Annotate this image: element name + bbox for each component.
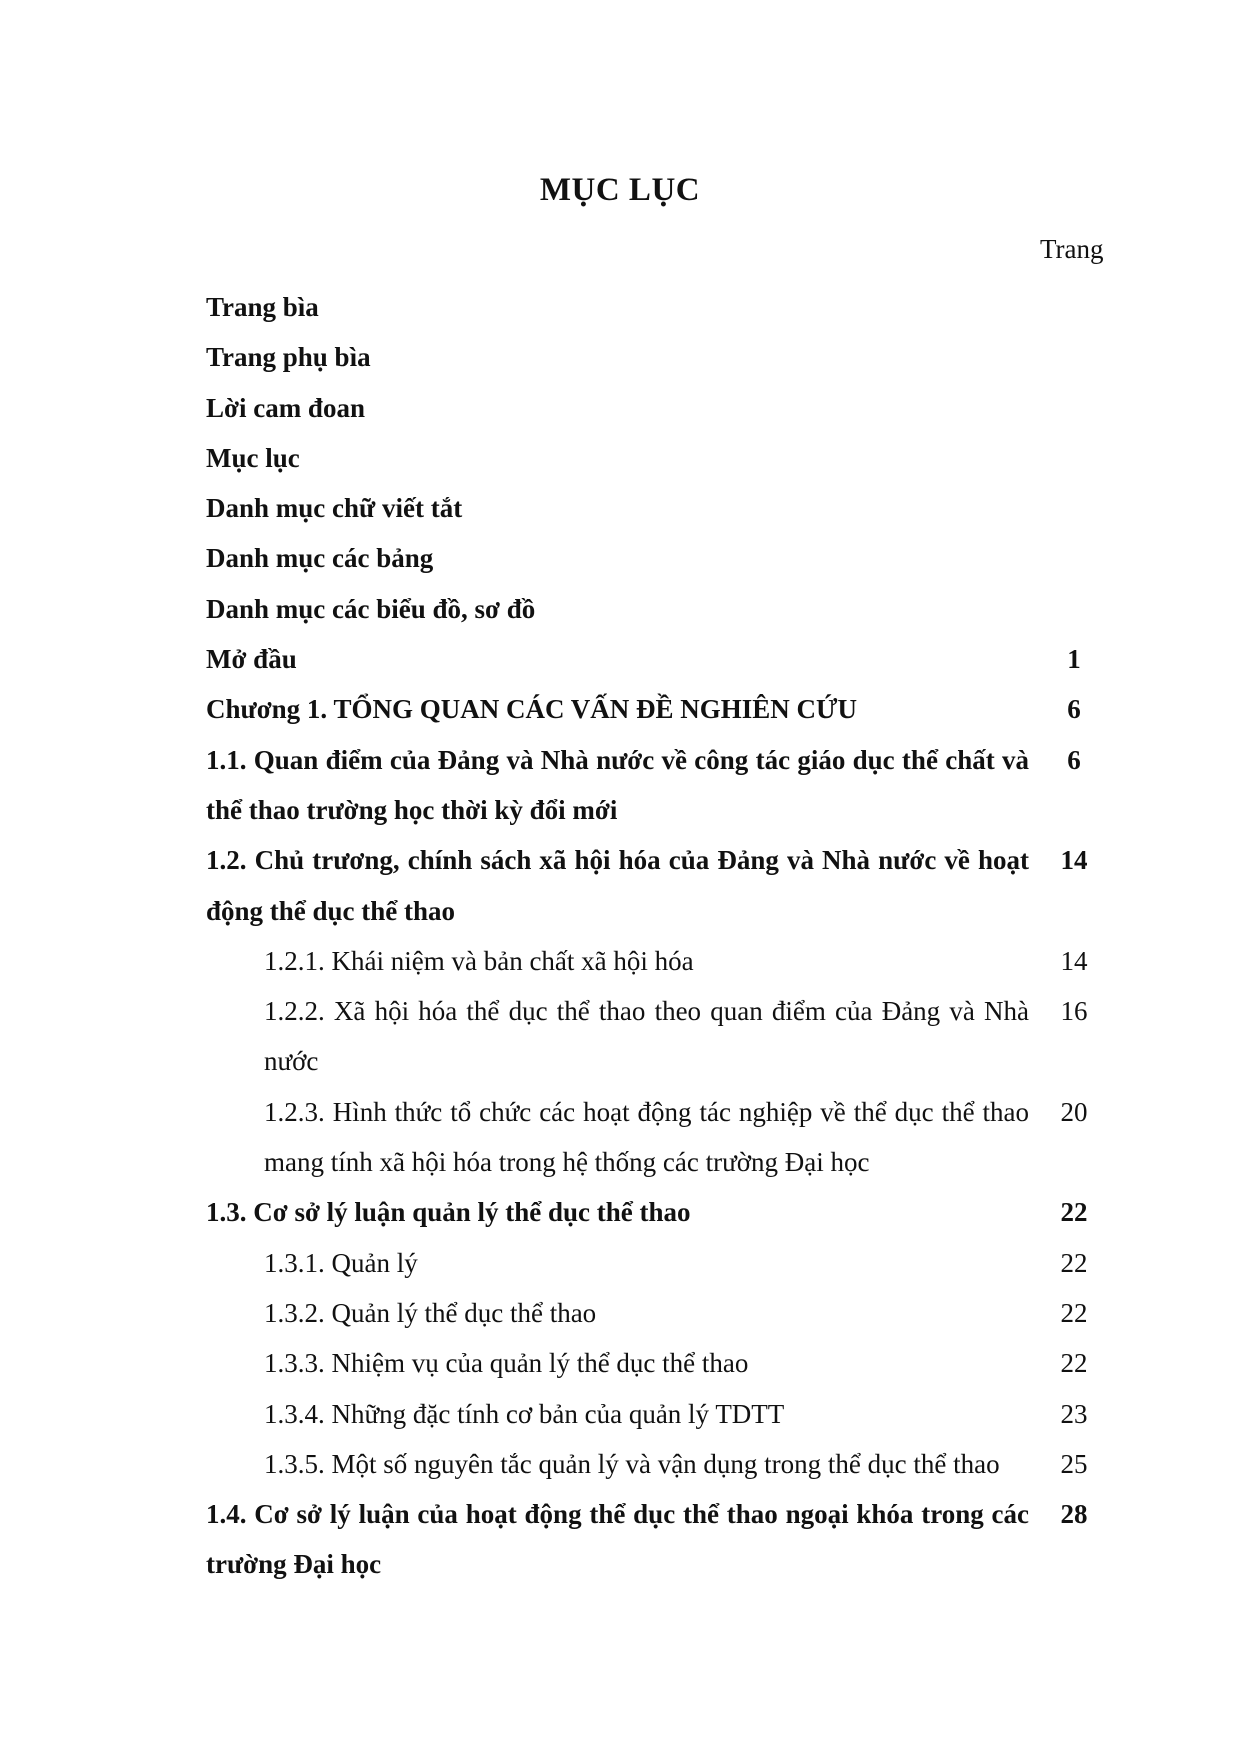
toc-entry (0, 1338, 1240, 1388)
toc-entry-text: 1.3. Cơ sở lý luận quản lý thể dục thể thao (206, 1197, 691, 1228)
toc-entry-page: 14 (1060, 845, 1088, 876)
toc-entry-page: 20 (1060, 1096, 1088, 1127)
toc-entry (0, 835, 1240, 936)
toc-entry-text: Trang bìa (206, 292, 319, 322)
toc-entry-text: 1.2.1. Khái niệm và bản chất xã hội hóa (264, 945, 694, 976)
toc-entry-text: 1.3.5. Một số nguyên tắc quản lý và vận dụng trong thể dục thể thao (264, 1448, 1000, 1479)
toc-entry (0, 1288, 1240, 1338)
toc-entry (0, 383, 1240, 433)
toc-entry-page: 22 (1060, 1348, 1088, 1379)
toc-entry (0, 1087, 1240, 1188)
table-of-contents (0, 282, 1240, 1590)
toc-entry (0, 986, 1240, 1087)
toc-entry (0, 1389, 1240, 1439)
toc-entry (0, 936, 1240, 986)
toc-entry-text: 1.3.2. Quản lý thể dục thể thao (264, 1297, 597, 1328)
toc-entry (0, 684, 1240, 734)
toc-entry-page: 1 (1067, 644, 1081, 675)
toc-entry (0, 634, 1240, 684)
toc-entry-text: Mở đầu (206, 644, 297, 675)
toc-entry-text: 1.2. Chủ trương, chính sách xã hội hóa của Đảng và Nhà nước về hoạt động thể dục thể thao (206, 845, 1029, 926)
toc-entry-text: 1.2.2. Xã hội hóa thể dục thể thao theo quan điểm của Đảng và Nhà nước (264, 996, 1029, 1077)
page-column-header: Trang (1040, 234, 1104, 264)
toc-entry-text: Trang phụ bìa (206, 342, 371, 373)
toc-entry-page: 6 (1067, 744, 1081, 775)
toc-entry-text: Danh mục chữ viết tắt (206, 493, 463, 524)
toc-entry (0, 533, 1240, 583)
toc-entry (0, 483, 1240, 533)
toc-entry (0, 433, 1240, 483)
toc-entry-text: Mục lục (206, 442, 300, 473)
toc-entry-text: 1.3.3. Nhiệm vụ của quản lý thể dục thể thao (264, 1348, 749, 1379)
toc-entry-page: 22 (1060, 1247, 1088, 1278)
toc-entry-text: Danh mục các bảng (206, 543, 434, 574)
page-title: MỤC LỤC (539, 172, 701, 208)
toc-entry (0, 282, 1240, 332)
toc-entry (0, 1238, 1240, 1288)
toc-entry-text: 1.4. Cơ sở lý luận của hoạt động thể dục thể thao ngoại khóa trong các trường Đại học (206, 1499, 1029, 1580)
toc-entry-page: 6 (1067, 694, 1081, 725)
toc-entry-text: 1.3.4. Những đặc tính cơ bản của quản lý TDTT (264, 1398, 785, 1429)
toc-entry-page: 25 (1060, 1448, 1088, 1479)
toc-entry-text: Lời cam đoan (206, 392, 365, 423)
toc-entry (0, 735, 1240, 836)
toc-entry-page: 14 (1060, 945, 1088, 976)
toc-entry (0, 584, 1240, 634)
toc-entry-page: 22 (1060, 1197, 1088, 1228)
toc-entry-text: 1.2.3. Hình thức tổ chức các hoạt động tác nghiệp về thể dục thể thao mang tính xã hội hóa trong hệ thống các trường Đại học (264, 1096, 1029, 1178)
toc-entry-page: 22 (1060, 1297, 1088, 1328)
toc-entry-text: 1.3.1. Quản lý (264, 1247, 418, 1278)
toc-entry (0, 1489, 1240, 1590)
toc-entry (0, 1439, 1240, 1489)
toc-entry-page: 16 (1060, 996, 1088, 1027)
toc-entry (0, 332, 1240, 382)
toc-entry-text: Danh mục các biểu đồ, sơ đồ (206, 593, 536, 624)
toc-entry-page: 28 (1060, 1499, 1088, 1530)
toc-entry-text: 1.1. Quan điểm của Đảng và Nhà nước về công tác giáo dục thể chất và thể thao trường học thời kỳ đổi mới (206, 744, 1029, 825)
toc-entry (0, 1187, 1240, 1237)
toc-entry-page: 23 (1060, 1398, 1088, 1429)
toc-entry-text: Chương 1. TỔNG QUAN CÁC VẤN ĐỀ NGHIÊN CỨU (206, 694, 857, 725)
